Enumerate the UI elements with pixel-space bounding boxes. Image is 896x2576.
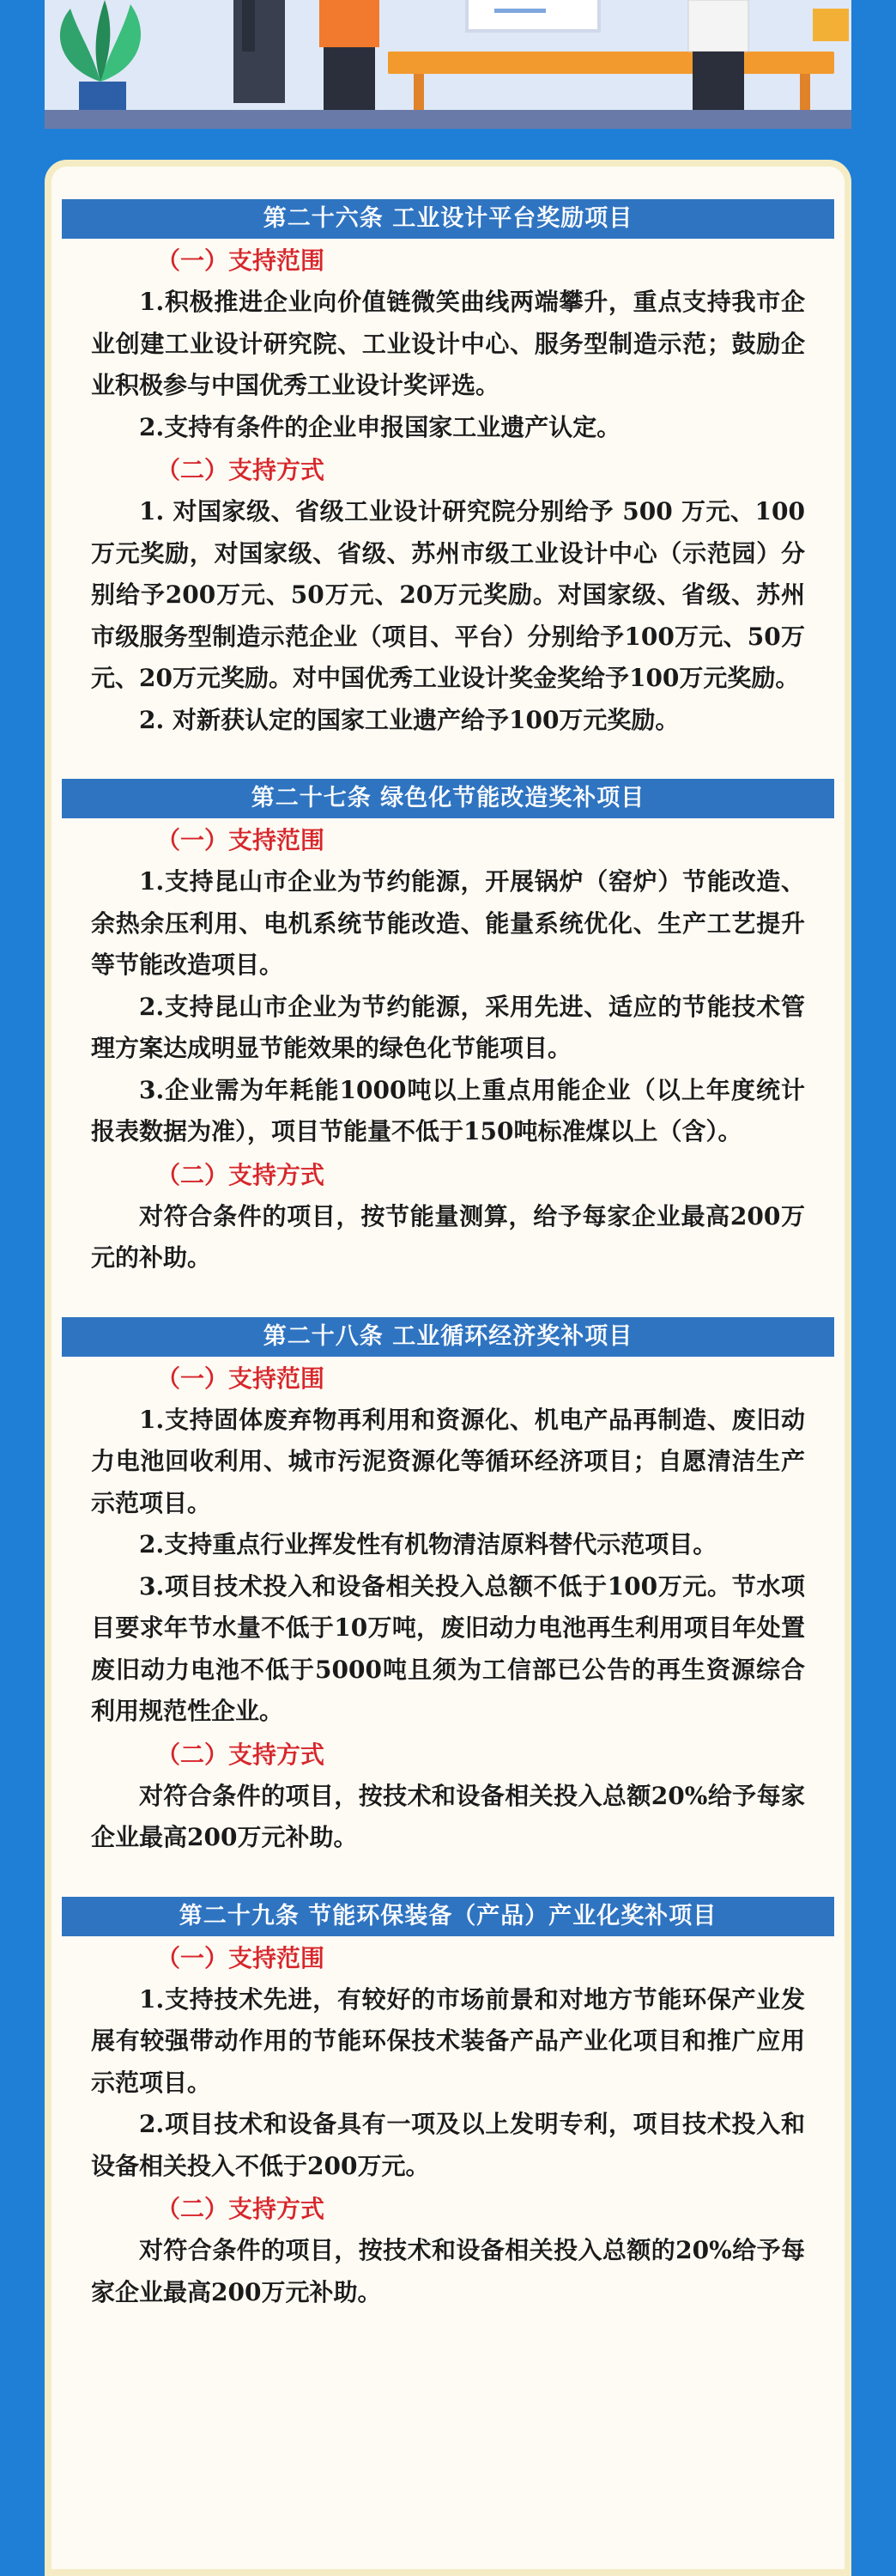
article-title: 第二十六条 工业设计平台奖励项目: [62, 199, 834, 239]
paragraph: 2.项目技术和设备具有一项及以上发明专利，项目技术投入和设备相关投入不低于200万元。: [91, 2110, 805, 2180]
article-26: [62, 199, 834, 741]
person-icon: [663, 0, 783, 112]
plant-icon: [45, 0, 156, 112]
article-28: [62, 1317, 834, 1859]
desk-leg: [414, 74, 424, 112]
paragraph: 2. 对新获认定的国家工业遗产给予100万元奖励。: [139, 705, 680, 734]
paragraph: 3.项目技术投入和设备相关投入总额不低于100万元。节水项目要求年节水量不低于10万吨，废旧动力电池再生利用项目年处置废旧动力电池不低于5000吨且须为工信部已公告的再生资源综合利用规范性企业。: [91, 1571, 805, 1725]
article-27: [62, 779, 834, 1279]
policy-card: [45, 160, 851, 2576]
article-29: [62, 1897, 834, 2314]
person-icon: [216, 0, 311, 112]
method-heading: （二）支持方式: [156, 456, 325, 484]
method-heading: （二）支持方式: [156, 2195, 325, 2223]
scope-heading: （一）支持范围: [156, 246, 325, 275]
policy-sections: [62, 199, 834, 2351]
paragraph: 1.支持固体废弃物再利用和资源化、机电产品再制造、废旧动力电池回收利用、城市污泥资源化等循环经济项目；自愿清洁生产示范项目。: [91, 1405, 805, 1517]
sticky-note-icon: [813, 9, 849, 41]
scope-heading: （一）支持范围: [156, 826, 325, 854]
paragraph: 对符合条件的项目，按节能量测算，给予每家企业最高200万元的补助。: [91, 1201, 805, 1272]
article-title: 第二十七条 绿色化节能改造奖补项目: [62, 779, 834, 818]
header-illustration: [45, 0, 851, 129]
scope-heading: （一）支持范围: [156, 1943, 325, 1972]
paragraph: 3.企业需为年耗能1000吨以上重点用能企业（以上年度统计报表数据为准），项目节能量不低于150吨标准煤以上（含）。: [91, 1075, 805, 1145]
paragraph: 对符合条件的项目，按技术和设备相关投入总额20%给予每家企业最高200万元补助。: [91, 1781, 805, 1851]
scope-heading: （一）支持范围: [156, 1364, 325, 1393]
desk-leg: [800, 74, 810, 112]
method-heading: （二）支持方式: [156, 1740, 325, 1769]
paragraph: 2.支持重点行业挥发性有机物清洁原料替代示范项目。: [139, 1530, 717, 1558]
floor: [45, 110, 851, 129]
article-title: 第二十九条 节能环保装备（产品）产业化奖补项目: [62, 1897, 834, 1936]
paragraph: 2.支持昆山市企业为节约能源，采用先进、适应的节能技术管理方案达成明显节能效果的绿色化节能项目。: [91, 992, 805, 1062]
article-title: 第二十八条 工业循环经济奖补项目: [62, 1317, 834, 1357]
paragraph: 1. 对国家级、省级工业设计研究院分别给予 500 万元、100万元奖励，对国家级、省级、苏州市级工业设计中心（示范园）分别给予200万元、50万元、20万元奖励。对国家级、省级、苏州市级服务型制造示范企业（项目、平台）分别给予100万元、50万元、20万元奖励。对中国优秀工业设计奖金奖给予100万元奖励。: [91, 497, 805, 692]
paragraph: 1.支持技术先进，有较好的市场前景和对地方节能环保产业发展有较强带动作用的节能环保技术装备产品产业化项目和推广应用示范项目。: [91, 1984, 805, 2097]
method-heading: （二）支持方式: [156, 1160, 325, 1189]
monitor-icon: [465, 0, 601, 33]
paragraph: 2.支持有条件的企业申报国家工业遗产认定。: [139, 412, 621, 441]
paragraph: 1.支持昆山市企业为节约能源，开展锅炉（窑炉）节能改造、余热余压利用、电机系统节能改造、能量系统优化、生产工艺提升等节能改造项目。: [91, 867, 805, 979]
paragraph: 对符合条件的项目，按技术和设备相关投入总额的20%给予每家企业最高200万元补助。: [91, 2236, 805, 2306]
paragraph: 1.积极推进企业向价值链微笑曲线两端攀升，重点支持我市企业创建工业设计研究院、工业设计中心、服务型制造示范；鼓励企业积极参与中国优秀工业设计奖评选。: [91, 288, 805, 399]
